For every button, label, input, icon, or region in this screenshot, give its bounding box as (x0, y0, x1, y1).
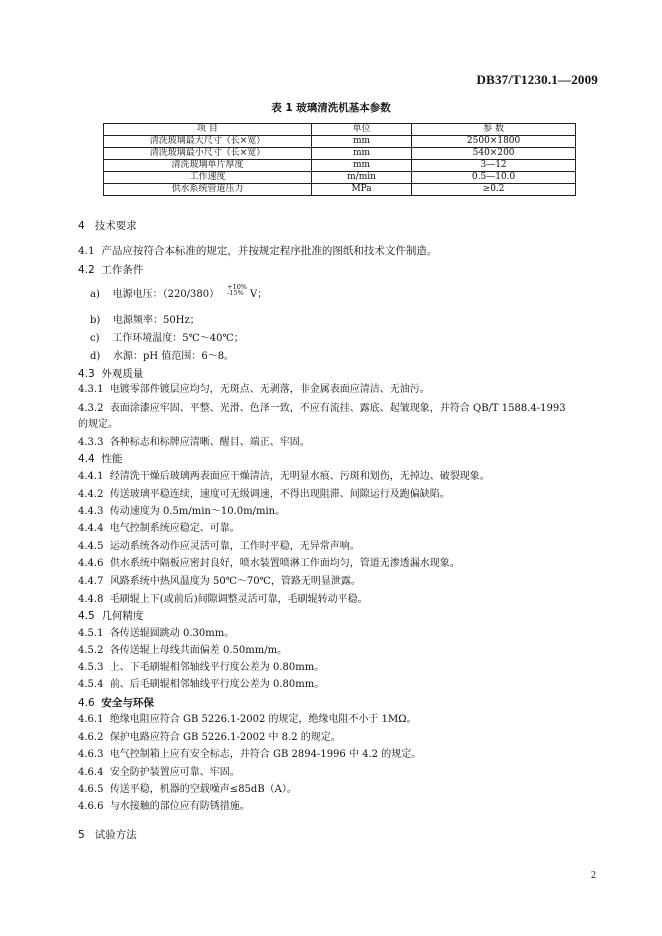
clause-number: 4.3 (78, 368, 95, 380)
clause-4-3-1 (78, 383, 430, 397)
clause-4-6-6 (78, 800, 250, 814)
clause-heading-4-2 (78, 263, 143, 277)
clause-4-6-4 (78, 766, 240, 780)
clause-text: 绝缘电阻应符合 GB 5226.1-2002 的规定，绝缘电阻不小于 1MΩ。 (109, 714, 417, 725)
clause-heading-4-5 (78, 609, 143, 623)
clause-text: 传送平稳，机器的空载噪声≤85dB（A）。 (109, 784, 297, 795)
list-text: 水源：pH 值范围：6～8。 (113, 351, 235, 362)
section-heading (78, 219, 137, 233)
table-cell: 0.5—10.0 (412, 172, 576, 184)
table-cell: 工作速度 (104, 172, 312, 184)
clause-4-4-2 (78, 488, 450, 502)
clause-number: 4.5.3 (78, 662, 104, 673)
clause-number: 4.4 (78, 453, 95, 465)
clause-title: 外观质量 (101, 368, 144, 380)
clause-number: 4.4.2 (78, 489, 104, 500)
clause-number: 4.2 (78, 264, 95, 276)
clause-number: 4.4.8 (78, 594, 104, 605)
clause-text: 传动速度为 0.5m/min～10.0m/min。 (109, 506, 286, 517)
table-row (104, 136, 576, 148)
table-header-row (104, 124, 576, 136)
clause-4-6-2 (78, 731, 341, 745)
clause-4-4-8 (78, 593, 368, 607)
section-title: 试验方法 (94, 829, 137, 841)
section-number: 5 (78, 829, 85, 841)
clause-number: 4.3.2 (78, 403, 104, 414)
clause-4-3-2 (78, 402, 566, 416)
clause-number: 4.4.5 (78, 541, 104, 552)
list-text-unit: V； (250, 289, 268, 300)
clause-number: 4.5.4 (78, 679, 104, 690)
clause-text: 保护电路应符合 GB 5226.1-2002 中 8.2 的规定。 (109, 732, 341, 743)
clause-number: 4.3.3 (78, 437, 104, 448)
clause-4-6-1 (78, 713, 417, 727)
clause-number: 4.3.1 (78, 384, 104, 395)
list-marker: b) (90, 315, 101, 326)
clause-heading-4-6 (78, 696, 154, 710)
clause-heading-4-4 (78, 452, 122, 466)
clause-heading-4-3 (78, 367, 143, 381)
clause-4-4-4 (78, 522, 240, 536)
table-cell: mm (311, 136, 411, 148)
clause-number: 4.6.1 (78, 714, 104, 725)
tolerance-plus: +10% (227, 283, 248, 291)
clause-4-5-1 (78, 627, 234, 641)
clause-4-6-5 (78, 783, 297, 797)
table-cell: mm (311, 148, 411, 160)
document-header: DB37/T1230.1—2009 (476, 72, 598, 87)
clause-number: 4.6.4 (78, 767, 104, 778)
clause-text: 与水接触的部位应有防锈措施。 (109, 801, 250, 812)
table-cell: 540×200 (412, 148, 576, 160)
clause-number: 4.5.2 (78, 645, 104, 656)
clause-number: 4.4.6 (78, 558, 104, 569)
clause-text: 各传送辊圆跳动 0.30mm。 (109, 628, 235, 639)
clause-4-4-3 (78, 505, 285, 519)
table-cell: 清洗玻璃最小尺寸（长×宽） (104, 148, 312, 160)
table-row (104, 160, 576, 172)
section-title: 技术要求 (94, 220, 137, 232)
list-item-a (90, 284, 267, 302)
clause-number: 4.6.6 (78, 801, 104, 812)
table-cell: 清洗玻璃最大尺寸（长×宽） (104, 136, 312, 148)
clause-title: 性能 (101, 453, 123, 465)
list-text: 电源频率：50Hz； (113, 315, 200, 326)
clause-4-5-4 (78, 678, 324, 692)
clause-number: 4.6.2 (78, 732, 104, 743)
clause-text: 电镀零部件镀层应均匀，无斑点、无剥落，非金属表面应清洁、无油污。 (109, 384, 430, 395)
clause-4-6-3 (78, 748, 421, 762)
table-cell: 清洗玻璃单片厚度 (104, 160, 312, 172)
table-cell: MPa (311, 184, 411, 196)
clause-4-1 (78, 244, 437, 258)
list-item-d (90, 350, 234, 364)
table-cell: mm (311, 160, 411, 172)
clause-4-4-6 (78, 557, 460, 571)
list-marker: c) (90, 333, 100, 344)
parameter-table (103, 123, 576, 196)
clause-4-4-7 (78, 575, 361, 589)
clause-number: 4.4.3 (78, 506, 104, 517)
clause-title: 几何精度 (101, 610, 144, 622)
table-row (104, 172, 576, 184)
clause-text: 风路系统中热风温度为 50℃～70℃，管路无明显泄露。 (109, 576, 361, 587)
table-header-cell: 单位 (311, 124, 411, 136)
clause-number: 4.1 (78, 245, 95, 257)
clause-text: 产品应按符合本标准的规定，并按规定程序批准的图纸和技术文件制造。 (101, 245, 438, 257)
list-item-b (90, 314, 200, 328)
clause-text: 各种标志和标牌应清晰、醒目、端正、牢固。 (109, 437, 310, 448)
clause-text: 经清洗干燥后玻璃两表面应干燥清洁，无明显水痕、污斑和划伤，无掉边、破裂现象。 (109, 471, 490, 482)
page-number: 2 (591, 870, 596, 881)
clause-text: 供水系统中隔板应密封良好，喷水装置喷淋工作面均匀，管道无渗透漏水现象。 (109, 558, 460, 569)
table-row (104, 148, 576, 160)
table-cell: ≥0.2 (412, 184, 576, 196)
clause-4-5-3 (78, 661, 324, 675)
clause-text: 传送玻璃平稳连续，速度可无级调速，不得出现阻滞、间隙运行及跑偏缺陷。 (109, 489, 450, 500)
clause-title: 工作条件 (101, 264, 144, 276)
clause-number: 4.4.4 (78, 523, 104, 534)
clause-text: 运动系统各动作应灵活可靠，工作时平稳，无异常声响。 (109, 541, 360, 552)
list-marker: d) (90, 351, 101, 362)
section-number: 4 (78, 220, 85, 232)
clause-number: 4.6.3 (78, 749, 104, 760)
clause-text: 表面涂漆应牢固、平整、光滑、色泽一致，不应有流挂、露底、起皱现象，并符合 QB/T 1588.4-1993 (109, 403, 566, 414)
table-caption: 表 1 玻璃清洗机基本参数 (271, 102, 391, 114)
table-row (104, 184, 576, 196)
clause-number: 4.4.1 (78, 471, 104, 482)
clause-4-5-2 (78, 644, 287, 658)
clause-number: 4.6.5 (78, 784, 104, 795)
clause-number: 4.5.1 (78, 628, 104, 639)
table-cell: m/min (311, 172, 411, 184)
clause-number: 4.5 (78, 610, 95, 622)
table-header-cell: 参 数 (412, 124, 576, 136)
clause-text: 安全防护装置应可靠、牢固。 (109, 767, 240, 778)
list-text: 工作环境温度：5℃～40℃； (112, 333, 244, 344)
list-item-c (90, 332, 244, 346)
clause-text: 毛刷辊上下(或前后)间隙调整灵活可靠，毛刷辊转动平稳。 (109, 594, 368, 605)
clause-4-4-1 (78, 470, 490, 484)
table-cell: 3—12 (412, 160, 576, 172)
clause-title: 安全与环保 (101, 697, 154, 709)
voltage-tolerance (227, 284, 247, 296)
clause-4-3-2-continued: 的规定。 (78, 419, 118, 430)
clause-text: 电气控制系统应稳定、可靠。 (109, 523, 240, 534)
section-heading (78, 828, 137, 842)
clause-text: 上、下毛刷辊相邻轴线平行度公差为 0.80mm。 (109, 662, 325, 673)
clause-4-4-5 (78, 540, 360, 554)
list-marker: a) (90, 289, 100, 300)
clause-4-3-3 (78, 436, 310, 450)
clause-number: 4.4.7 (78, 576, 104, 587)
clause-text: 电气控制箱上应有安全标志，并符合 GB 2894-1996 中 4.2 的规定。 (109, 749, 422, 760)
table-header-cell: 项 目 (104, 124, 312, 136)
list-text: 电源电压：（220/380） (112, 289, 220, 300)
clause-text: 各传送辊上母线共面偏差 0.50mm/m。 (109, 645, 288, 656)
clause-text: 前、后毛刷辊相邻轴线平行度公差为 0.80mm。 (109, 679, 325, 690)
table-cell: 2500×1800 (412, 136, 576, 148)
tolerance-minus: -15% (227, 289, 244, 297)
clause-number: 4.6 (78, 697, 95, 709)
table-cell: 供水系统管道压力 (104, 184, 312, 196)
